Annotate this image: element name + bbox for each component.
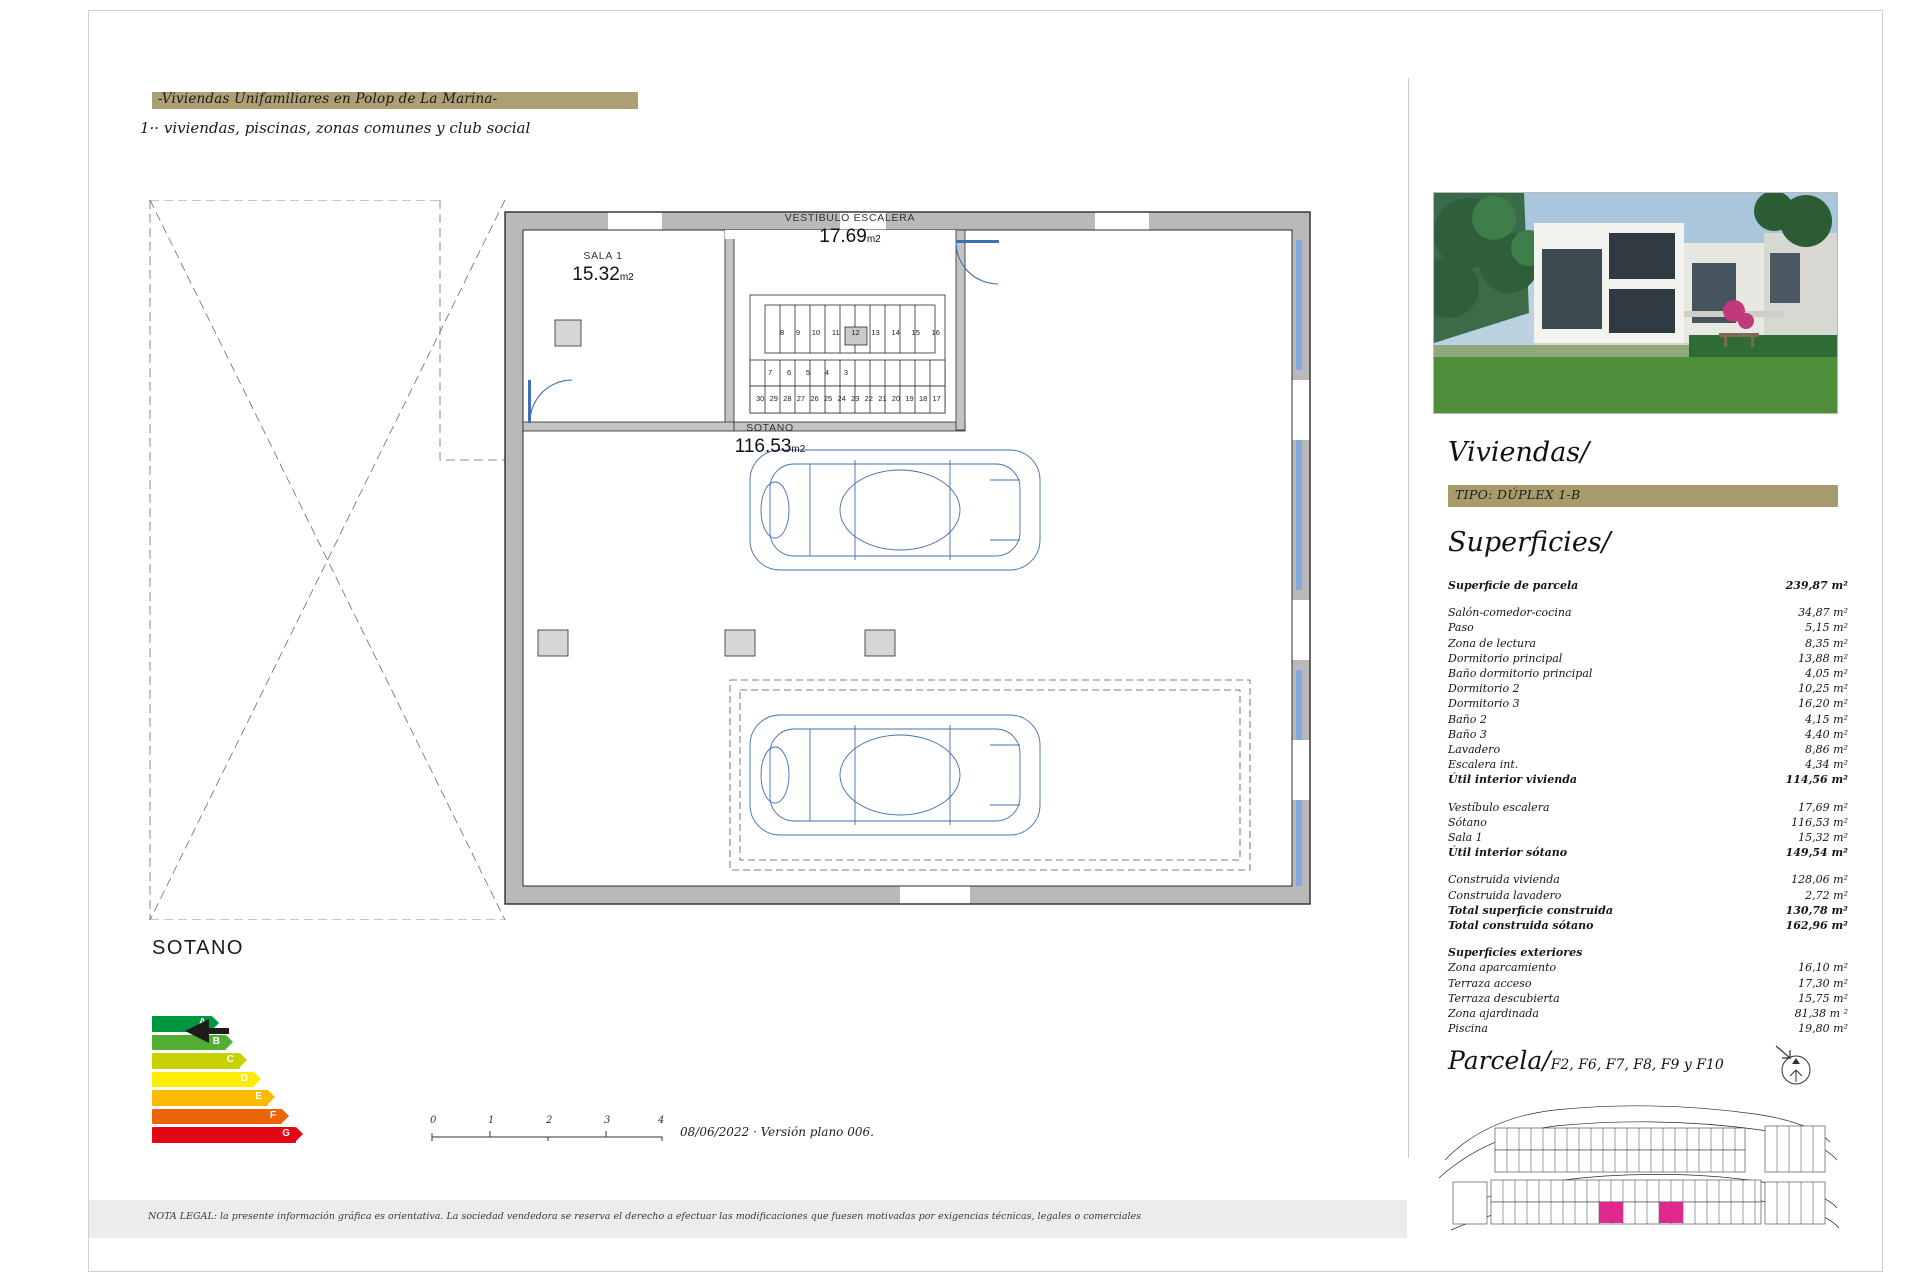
legal-note: NOTA LEGAL: la presente información gráfica es orientativa. La sociedad vendedora se reserva el derecho a efectuar las modificaciones que fuesen motivadas por exigencias técnicas, legales o comerciales	[148, 1211, 1142, 1222]
table-row	[1448, 757, 1848, 772]
surface-label: Paso	[1448, 621, 1474, 635]
surface-label: Terraza acceso	[1448, 976, 1532, 990]
surface-value: 81,38 m ²	[1794, 1007, 1848, 1021]
table-row	[1448, 960, 1848, 975]
surface-label: Piscina	[1448, 1022, 1488, 1036]
surface-value: 116,53 m²	[1791, 815, 1848, 829]
parcela-label: Parcela/	[1448, 1046, 1551, 1075]
surface-value: 16,20 m²	[1798, 697, 1848, 711]
surface-value: 19,80 m²	[1798, 1022, 1848, 1036]
stair-step-numbers-mid: 7 6 5 4 3	[768, 368, 848, 377]
energy-class-row	[152, 1016, 312, 1032]
energy-class-row	[152, 1053, 312, 1069]
floor-plan-svg	[140, 200, 1320, 920]
surface-value: 4,40 m²	[1805, 727, 1848, 741]
surface-label: Zona aparcamiento	[1448, 961, 1557, 975]
surface-value: 2,72 m²	[1805, 888, 1848, 902]
scale-tick: 2	[546, 1115, 553, 1126]
energy-class-row	[152, 1035, 312, 1051]
energy-class-letter: A	[198, 1017, 206, 1028]
panel-heading-viviendas: Viviendas/	[1448, 437, 1590, 468]
scale-tick: 0	[430, 1115, 437, 1126]
table-row	[1448, 742, 1848, 757]
table-row	[1448, 772, 1848, 787]
room-area: 15.32m2	[572, 264, 634, 285]
surface-label: Total superficie construida	[1448, 903, 1613, 917]
surface-label: Baño 3	[1448, 727, 1487, 741]
panel-divider	[1408, 78, 1409, 1158]
render-photo-illustration	[1434, 193, 1837, 413]
surface-value: 128,06 m²	[1791, 873, 1848, 887]
table-row	[1448, 696, 1848, 711]
surface-label: Sótano	[1448, 815, 1487, 829]
surface-value: 4,05 m²	[1805, 667, 1848, 681]
scale-bar	[430, 1115, 665, 1143]
table-row	[1448, 903, 1848, 918]
surface-label: Dormitorio principal	[1448, 651, 1563, 665]
table-row	[1448, 872, 1848, 887]
surface-value: 17,69 m²	[1798, 800, 1848, 814]
table-row	[1448, 945, 1848, 960]
surface-label: Zona de lectura	[1448, 636, 1536, 650]
table-row	[1448, 681, 1848, 696]
table-row	[1448, 712, 1848, 727]
site-plan-map	[1425, 1090, 1845, 1240]
surface-value: 16,10 m²	[1798, 961, 1848, 975]
room-area: 116.53m2	[734, 436, 806, 457]
room-name: SOTANO	[746, 422, 794, 434]
scale-bar-graphic	[430, 1129, 665, 1145]
surface-value: 5,15 m²	[1805, 621, 1848, 635]
surface-label: Superficies exteriores	[1448, 946, 1583, 960]
room-name: VESTÍBULO ESCALERA	[784, 212, 916, 224]
energy-selected-marker-icon	[185, 1019, 209, 1043]
table-row	[1448, 991, 1848, 1006]
surface-value: 4,15 m²	[1805, 712, 1848, 726]
room-label-sala-1	[518, 250, 688, 286]
tipo-label: TIPO: DÚPLEX 1-B	[1455, 487, 1581, 502]
surface-value: 17,30 m²	[1798, 976, 1848, 990]
table-row	[1448, 815, 1848, 830]
floor-level-name: SOTANO	[152, 937, 244, 959]
energy-selected-marker-tail-icon	[209, 1028, 229, 1034]
table-row	[1448, 976, 1848, 991]
table-row	[1448, 830, 1848, 845]
surface-value: 149,54 m²	[1785, 846, 1848, 860]
stair-step-numbers-lower: 30 29 28 27 26 25 24 23 22 21 20 19 18 17	[756, 394, 941, 403]
surface-label: Vestíbulo escalera	[1448, 800, 1550, 814]
energy-rating-chart	[152, 1016, 312, 1146]
table-spacer	[1448, 933, 1848, 945]
floor-plan-drawing	[140, 200, 1320, 920]
energy-class-letter: C	[226, 1054, 234, 1065]
surface-label: Dormitorio 2	[1448, 682, 1520, 696]
energy-class-row	[152, 1072, 312, 1088]
scale-tick: 1	[488, 1115, 495, 1126]
energy-class-row	[152, 1090, 312, 1106]
surface-value: 8,35 m²	[1805, 636, 1848, 650]
room-label-vestibulo-escalera	[745, 212, 955, 248]
table-spacer	[1448, 860, 1848, 872]
table-row	[1448, 636, 1848, 651]
surface-value: 239,87 m²	[1785, 579, 1848, 592]
surface-value: 10,25 m²	[1798, 682, 1848, 696]
scale-tick-labels	[430, 1115, 665, 1127]
table-row	[1448, 578, 1848, 593]
table-row	[1448, 727, 1848, 742]
energy-class-row	[152, 1127, 312, 1143]
surface-label: Terraza descubierta	[1448, 991, 1560, 1005]
surface-value: 15,32 m²	[1798, 831, 1848, 845]
render-photo	[1433, 192, 1838, 414]
scale-tick: 4	[658, 1115, 665, 1126]
project-title: -Viviendas Unifamiliares en Polop de La Marina-	[158, 91, 498, 107]
energy-class-letter: F	[269, 1109, 276, 1121]
table-row	[1448, 918, 1848, 933]
table-row	[1448, 651, 1848, 666]
panel-heading-superficies: Superficies/	[1448, 527, 1611, 558]
table-row	[1448, 620, 1848, 635]
surface-value: 15,75 m²	[1798, 991, 1848, 1005]
surface-label: Lavadero	[1448, 743, 1501, 757]
surface-value: 114,56 m²	[1785, 773, 1848, 787]
energy-class-letter: B	[212, 1035, 220, 1047]
surface-label: Total construida sótano	[1448, 919, 1594, 933]
surface-label: Superficie de parcela	[1448, 579, 1579, 592]
project-subtitle: 1·· viviendas, piscinas, zonas comunes y club social	[140, 119, 531, 137]
table-spacer	[1448, 593, 1848, 605]
table-row	[1448, 845, 1848, 860]
room-area: 17.69m2	[819, 226, 881, 247]
table-spacer	[1448, 788, 1848, 800]
room-label-sotano	[660, 422, 880, 458]
energy-class-row	[152, 1109, 312, 1125]
surface-label: Baño 2	[1448, 712, 1487, 726]
table-row	[1448, 666, 1848, 681]
parcela-refs: F2, F6, F7, F8, F9 y F10	[1550, 1057, 1724, 1073]
surface-label: Dormitorio 3	[1448, 697, 1520, 711]
surface-label: Construida vivienda	[1448, 873, 1560, 887]
surface-value: 13,88 m²	[1798, 651, 1848, 665]
surface-label: Baño dormitorio principal	[1448, 667, 1593, 681]
scale-tick: 3	[604, 1115, 611, 1126]
parcela-heading	[1448, 1046, 1724, 1075]
surface-label: Construida lavadero	[1448, 888, 1562, 902]
table-row	[1448, 1006, 1848, 1021]
surface-value: 34,87 m²	[1798, 606, 1848, 620]
surface-value: 130,78 m²	[1785, 903, 1848, 917]
energy-class-letter: E	[255, 1091, 262, 1102]
table-row	[1448, 888, 1848, 903]
table-row	[1448, 605, 1848, 620]
surface-value: 162,96 m²	[1785, 919, 1848, 933]
stair-step-numbers-upper: 8 9 10 11 12 13 14 15 16	[780, 328, 940, 337]
table-row	[1448, 800, 1848, 815]
surface-value: 4,34 m²	[1805, 758, 1848, 772]
north-compass-icon	[1770, 1042, 1816, 1088]
version-text: 08/06/2022 · Versión plano 006.	[680, 1125, 874, 1139]
surface-label: Útil interior sótano	[1448, 846, 1568, 860]
surface-table	[1448, 578, 1848, 1036]
surface-value: 8,86 m²	[1805, 743, 1848, 757]
room-name: SALA 1	[583, 250, 623, 262]
table-row	[1448, 1021, 1848, 1036]
surface-label: Salón-comedor-cocina	[1448, 606, 1572, 620]
energy-class-letter: G	[282, 1128, 290, 1139]
surface-label: Escalera int.	[1448, 758, 1519, 772]
surface-label: Útil interior vivienda	[1448, 773, 1578, 787]
energy-class-letter: D	[240, 1072, 248, 1084]
surface-label: Sala 1	[1448, 831, 1483, 845]
surface-label: Zona ajardinada	[1448, 1007, 1539, 1021]
